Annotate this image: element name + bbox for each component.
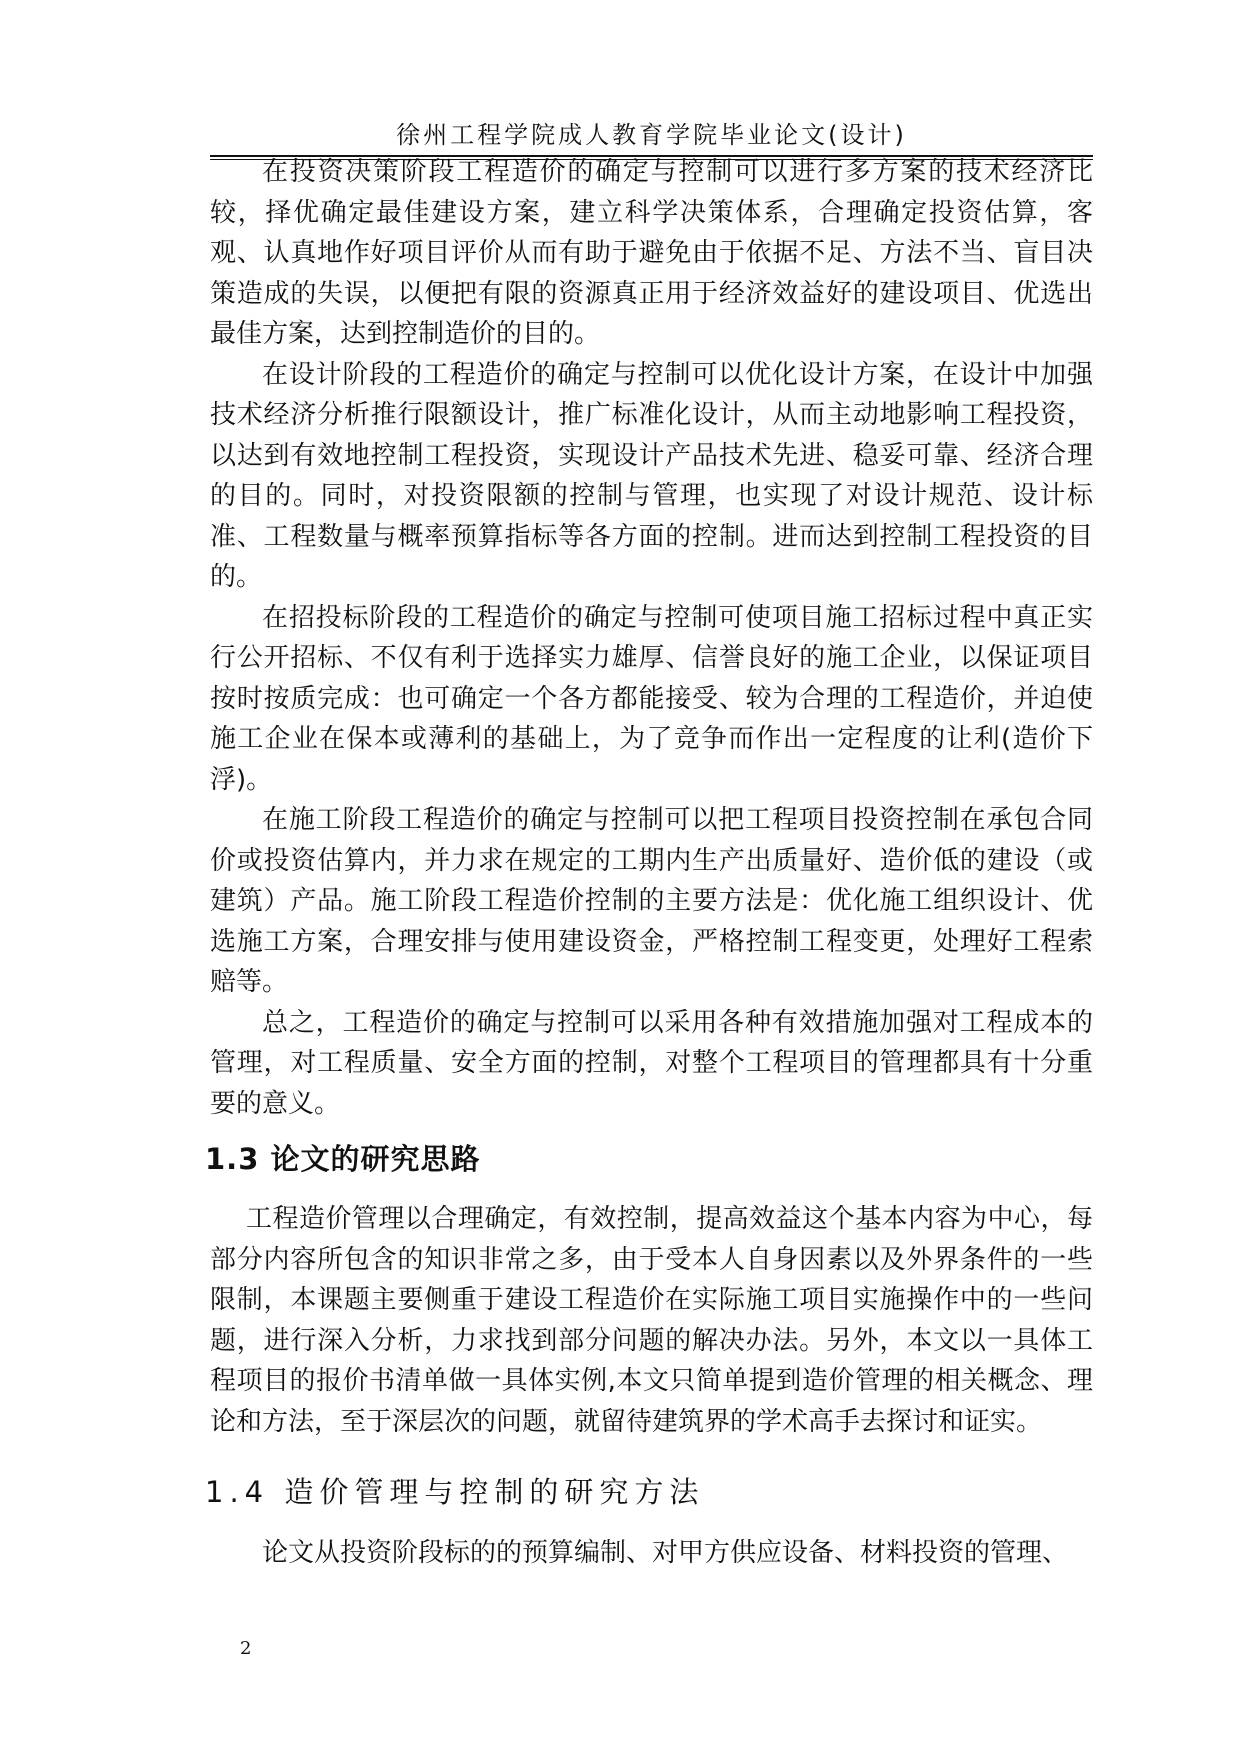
paragraph-design-stage: 在设计阶段的工程造价的确定与控制可以优化设计方案，在设计中加强技术经济分析推行限额设计，推广标准化设计，从而主动地影响工程投资，以达到有效地控制工程投资，实现设计产品技术先进、稳妥可靠、经济合理的目的。同时，对投资限额的控制与管理，也实现了对设计规范、设计标准、工程数量与概率预算指标等各方面的控制。进而达到控制工程投资的目的。 xyxy=(210,359,1093,592)
paragraph-investment-decision: 在投资决策阶段工程造价的确定与控制可以进行多方案的技术经济比较，择优确定最佳建设方案，建立科学决策体系，合理确定投资估算，客观、认真地作好项目评价从而有助于避免由于依据不足、方法不当、盲目决策造成的失误，以便把有限的资源真正用于经济效益好的建设项目、优选出最佳方案，达到控制造价的目的。 xyxy=(210,157,1093,349)
intro-body xyxy=(210,152,1093,1124)
paragraph-summary: 总之，工程造价的确定与控制可以采用各种有效措施加强对工程成本的管理，对工程质量、安全方面的控制，对整个工程项目的管理都具有十分重要的意义。 xyxy=(210,1007,1093,1119)
paragraph-bidding-stage: 在招投标阶段的工程造价的确定与控制可使项目施工招标过程中真正实行公开招标、不仅有利于选择实力雄厚、信誉良好的施工企业，以保证项目按时按质完成：也可确定一个各方都能接受、较为合理的工程造价，并迫使施工企业在保本或薄利的基础上，为了竞争而作出一定程度的让利(造价下浮)。 xyxy=(210,602,1093,795)
paragraph-research-method: 论文从投资阶段标的的预算编制、对甲方供应设备、材料投资的管理、 xyxy=(262,1538,1069,1568)
section-1-3-body xyxy=(210,1199,1093,1442)
page-header: 徐州工程学院成人教育学院毕业论文(设计) xyxy=(396,121,907,149)
page-number: 2 xyxy=(240,1638,252,1659)
section-heading-1-4: 1.4 造价管理与控制的研究方法 xyxy=(205,1475,705,1509)
section-1-4-body xyxy=(210,1533,1093,1574)
paragraph-construction-stage: 在施工阶段工程造价的确定与控制可以把工程项目投资控制在承包合同价或投资估算内，并力求在规定的工期内生产出质量好、造价低的建设（或建筑）产品。施工阶段工程造价控制的主要方法是：优化施工组织设计、优选施工方案，合理安排与使用建设资金，严格控制工程变更，处理好工程索赔等。 xyxy=(210,805,1093,997)
paragraph-research-approach: 工程造价管理以合理确定，有效控制，提高效益这个基本内容为中心，每部分内容所包含的知识非常之多，由于受本人自身因素以及外界条件的一些限制，本课题主要侧重于建设工程造价在实际施工项目实施操作中的一些问题，进行深入分析，力求找到部分问题的解决办法。另外，本文以一具体工程项目的报价书清单做一具体实例,本文只简单提到造价管理的相关概念、理论和方法，至于深层次的问题，就留待建筑界的学术高手去探讨和证实。 xyxy=(210,1204,1093,1437)
section-heading-1-3: 1.3 论文的研究思路 xyxy=(205,1142,481,1176)
